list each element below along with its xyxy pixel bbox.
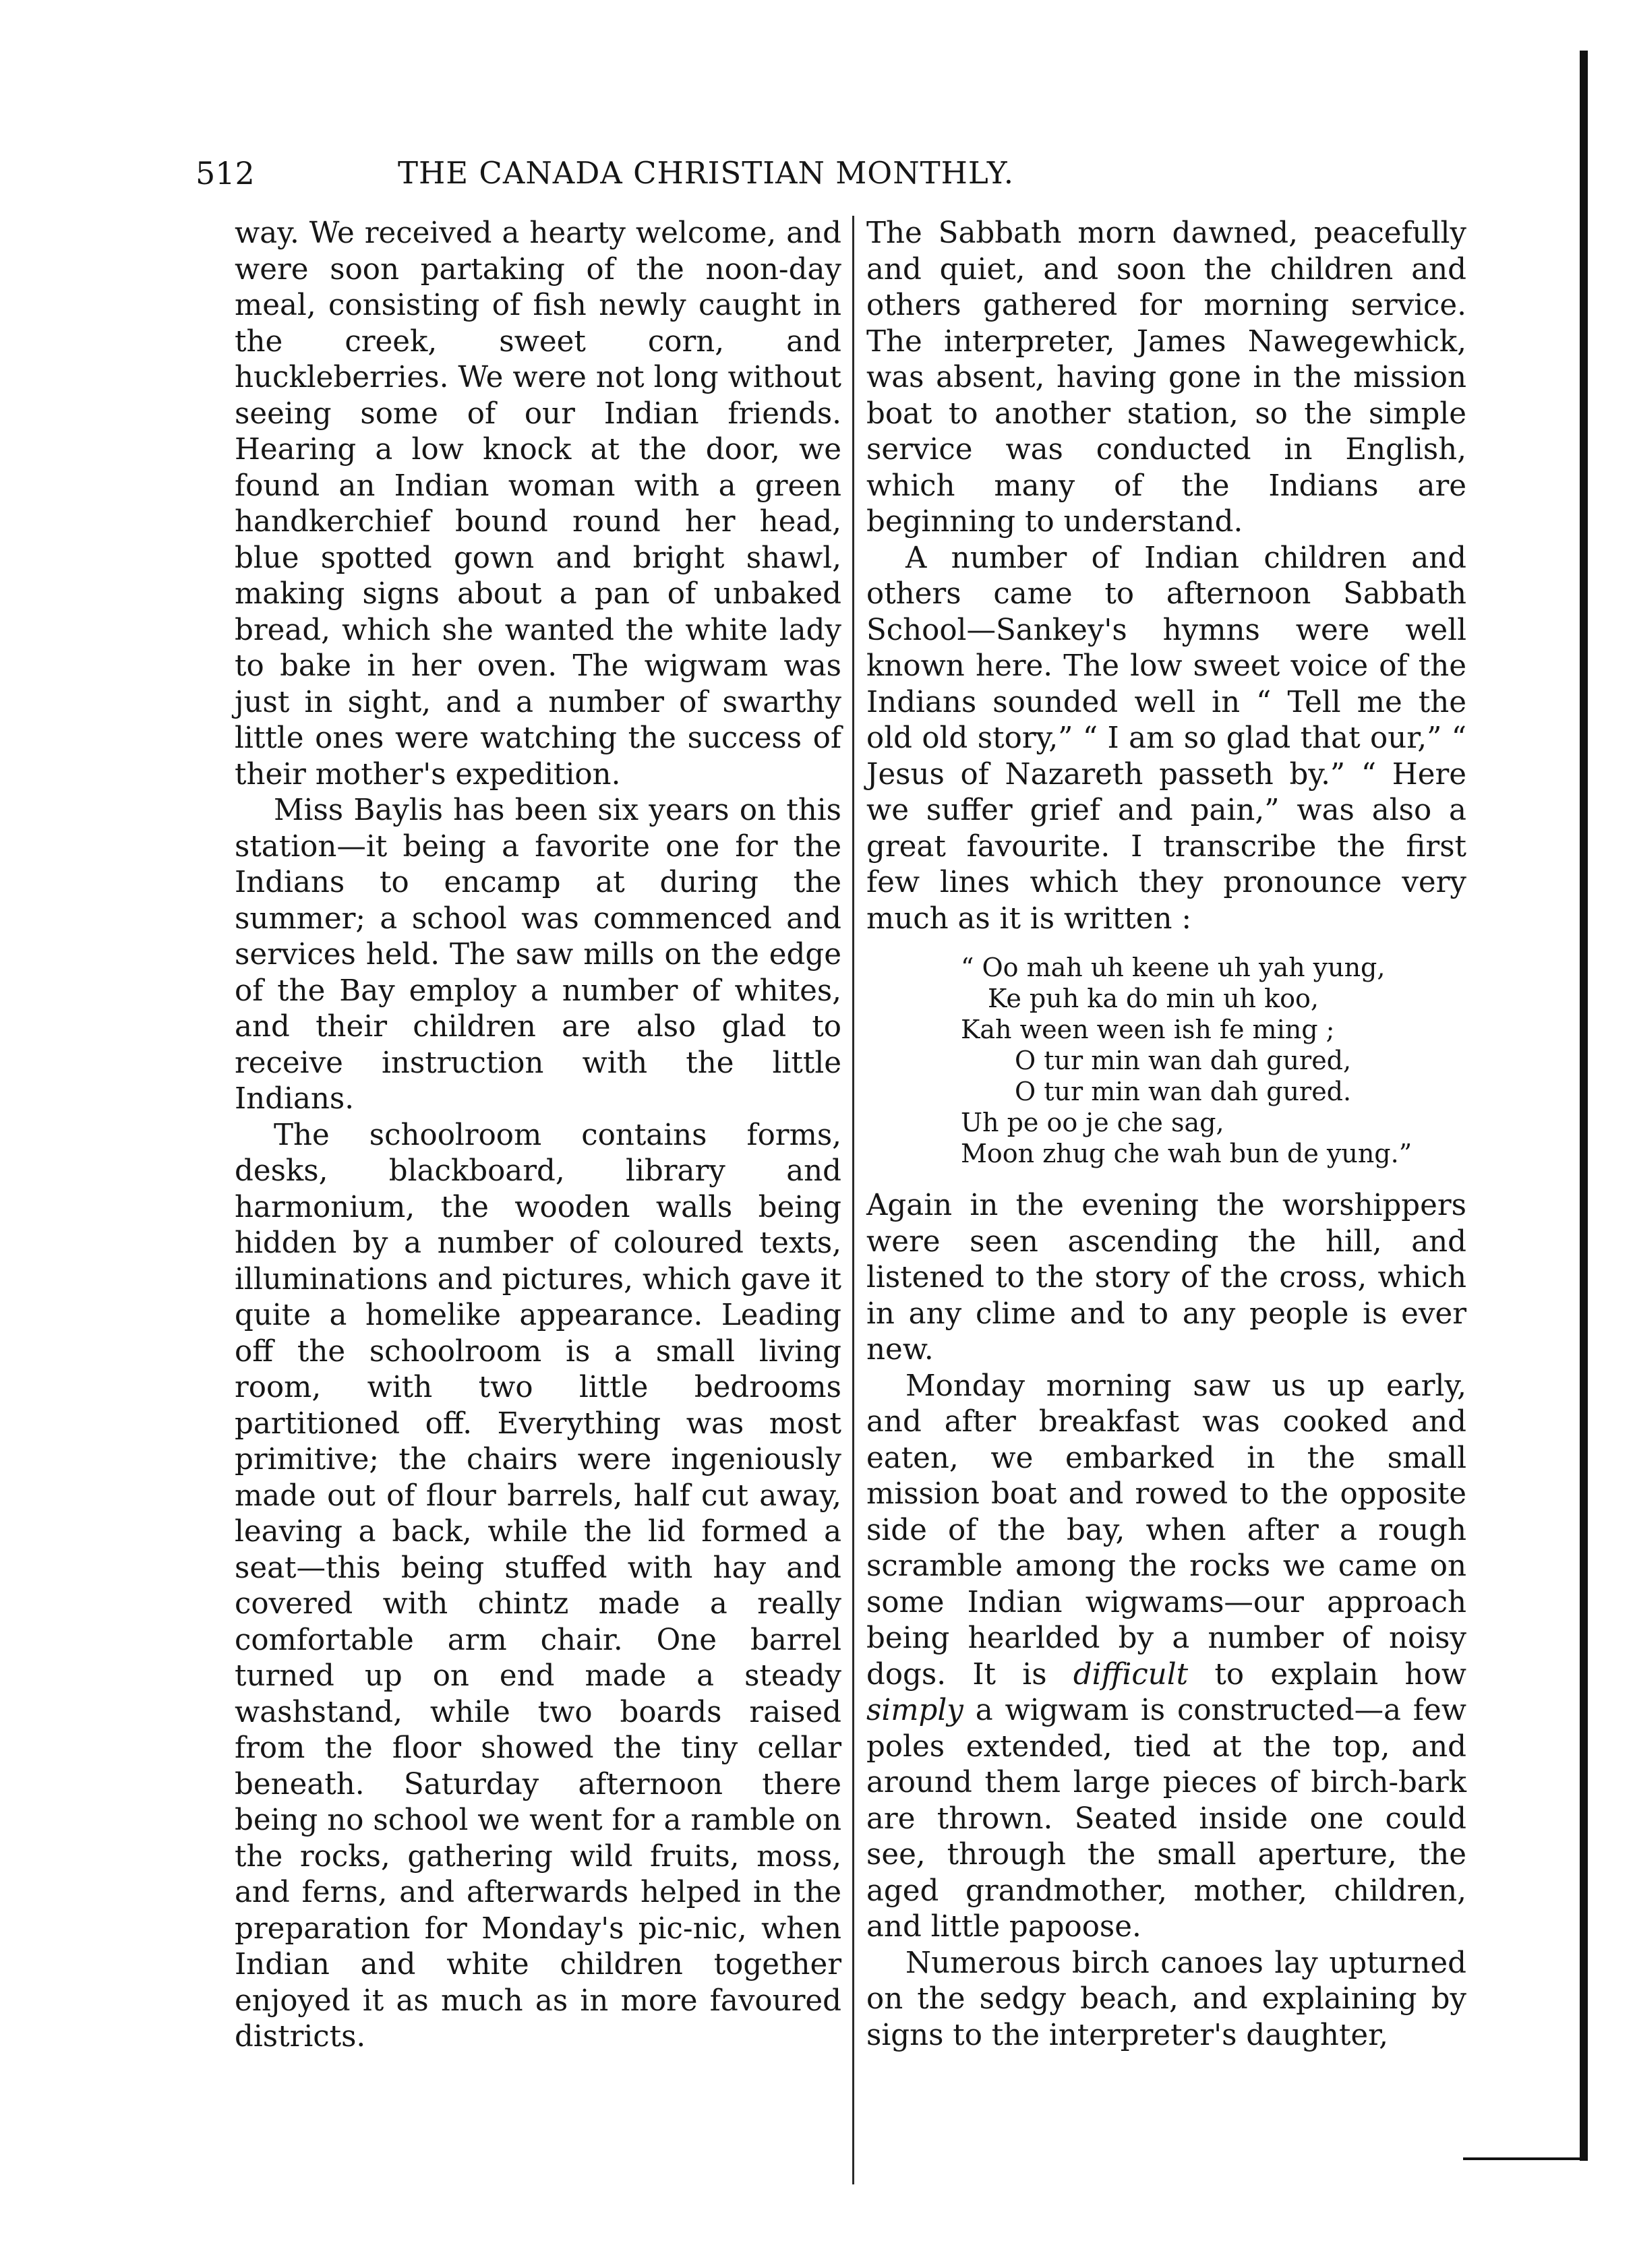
- paragraph: Again in the evening the worshippers were seen ascending the hill, and listened to the story of the cross, which in any clime and to any people is ever new.: [866, 1189, 1466, 1367]
- italic-word: simply: [866, 1694, 963, 1727]
- italic-word: difficult: [1073, 1657, 1189, 1692]
- verse-line: O tur min wan dah gured,: [1015, 1046, 1352, 1075]
- right-column: [866, 216, 1466, 2054]
- verse-line: Uh pe oo je che sag,: [961, 1108, 1224, 1137]
- page-edge-rule: [1580, 51, 1588, 2161]
- verse-line: O tur min wan dah gured.: [1015, 1077, 1352, 1106]
- page-number: 512: [196, 155, 255, 191]
- page-header: [196, 155, 1477, 209]
- paragraph: way. We received a hearty welcome, and were soon partaking of the noon-day meal, consisting of fish newly caught in the creek, sweet corn, and huckleberries. We were not long without seeing some of our Indian friends. Hearing a low knock at the door, we found an Indian woman with a green handkerchief bound round her head, blue spotted gown and bright shawl, making signs about a pan of unbaked bread, which she wanted the white lady to bake in her oven. The wigwam was just in sight, and a number of swarthy little ones were watching the success of their mother's expedition.: [235, 216, 841, 792]
- text-run: to explain how: [1188, 1657, 1466, 1692]
- verse-line: “ Oo mah uh keene uh yah yung,: [961, 953, 1386, 982]
- page-bottom-rule: [1463, 2157, 1588, 2160]
- left-column: [235, 216, 841, 2056]
- text-run: a wigwam is constructed—a few poles extended, tied at the top, and around them large pieces of birch-bark are thrown. Seated inside one could see, through the small aperture, the aged grandmother, mother, children, and little papoose.: [866, 1694, 1466, 1944]
- verse-line: Ke puh ka do min uh koo,: [988, 984, 1319, 1013]
- paragraph: Numerous birch canoes lay upturned on the sedgy beach, and explaining by signs to the interpreter's daughter,: [866, 1946, 1466, 2052]
- column-divider: [852, 216, 854, 2184]
- text-run: Monday morning saw us up early, and after breakfast was cooked and eaten, we embarked in the small mission boat and rowed to the opposite side of the bay, when after a rough scramble among the rocks we came on some Indian wigwams—our approach being hearlded by a number of noisy dogs. It is: [866, 1369, 1466, 1692]
- paragraph: The schoolroom contains forms, desks, blackboard, library and harmonium, the wooden walls being hidden by a number of coloured texts, illuminations and pictures, which gave it quite a homelike appearance. Leading off the schoolroom is a small living room, with two little bedrooms partitioned off. Everything was most primitive; the chairs were ingeniously made out of flour barrels, half cut away, leaving a back, while the lid formed a seat—this being stuffed with hay and covered with chintz made a really comfortable arm chair. One barrel turned up on end made a steady washstand, while two boards raised from the floor showed the tiny cellar beneath. Saturday afternoon there being no school we went for a ramble on the rocks, gathering wild fruits, moss, and ferns, and afterwards helped in the preparation for Monday's pic-nic, when Indian and white children together enjoyed it as much as in more favoured districts.: [235, 1118, 841, 2054]
- verse-line: Kah ween ween ish fe ming ;: [961, 1015, 1335, 1044]
- verse-line: Moon zhug che wah bun de yung.”: [961, 1139, 1413, 1168]
- hymn-verse: [961, 952, 1466, 1169]
- paragraph: [866, 1369, 1466, 1946]
- paragraph: A number of Indian children and others came to afternoon Sabbath School—Sankey's hymns were well known here. The low sweet voice of the Indians sounded well in “ Tell me the old old story,” “ I am so glad that our,” “ Jesus of Nazareth passeth by.” “ Here we suffer grief and pain,” was also a great favourite. I transcribe the first few lines which they pronounce very much as it is written :: [866, 541, 1466, 936]
- paragraph: Miss Baylis has been six years on this station—it being a favorite one for the Indians to encamp at during the summer; a school was commenced and services held. The saw mills on the edge of the Bay employ a number of whites, and their children are also glad to receive instruction with the little Indians.: [235, 794, 841, 1116]
- paragraph: The Sabbath morn dawned, peacefully and quiet, and soon the children and others gathered for morning service. The interpreter, James Nawegewhick, was absent, having gone in the mission boat to another station, so the simple service was conducted in English, which many of the Indians are beginning to understand.: [866, 216, 1466, 539]
- running-head: THE CANADA CHRISTIAN MONTHLY.: [398, 155, 1015, 191]
